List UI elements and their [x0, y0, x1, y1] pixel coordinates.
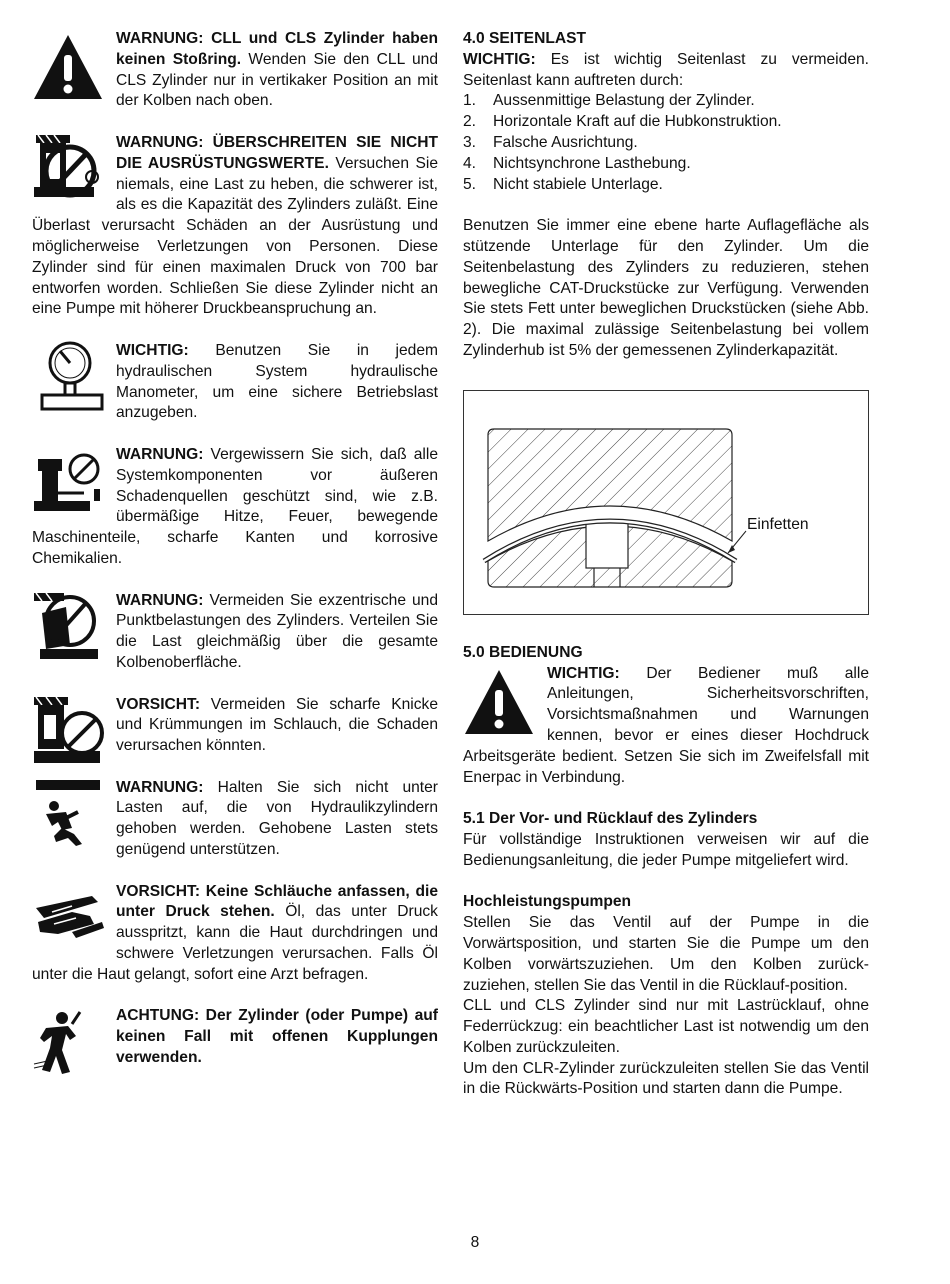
left-column: [32, 29, 438, 1076]
section-4-important-label: WICHTIG:: [463, 50, 536, 68]
warning-block-suspended-load: [32, 778, 438, 861]
warning-5-bold: WARNUNG:: [116, 591, 204, 609]
important-block-manometer: [32, 341, 438, 424]
right-column: [463, 29, 869, 1100]
pressure-gauge-icon: [32, 341, 107, 411]
high-performance-pumps-heading: Hochleistungspumpen: [463, 893, 632, 911]
hose-kink-prohibited-icon: [32, 695, 107, 765]
grease-label: Einfetten: [747, 515, 809, 533]
list-item: 3. Falsche Ausrichtung.: [463, 133, 638, 151]
warning-2-text: Versuchen Sie niemals, eine Last zu heben, die schwerer ist, als es die Kapazität des Zylinders zuläßt. Eine Überlast verursacht Schäden an der Ausrüstung und möglicherweise Verletzungen von Personen. Diese Zylinder sind für einen maximalen Druck von 700 bar entworfen worden. Schließen Sie diese Zylinder nicht an eine Pumpe mit höherer Druckbeanspruchung an.: [32, 154, 438, 318]
saddle-cross-section-diagram: [464, 391, 868, 614]
warning-block-eccentric-load: [32, 591, 438, 674]
attention-bold: ACHTUNG: Der Zylinder (oder Pumpe) auf keinen Fall mit offenen Kupplungen verwenden.: [116, 1007, 438, 1067]
pumps-paragraph-1: Stellen Sie das Ventil auf der Pumpe in die Vorwärtsposition, und starten Sie die Pumpe um den Kolben vorwärtszuziehen. Um den Kolben zurück-zuziehen, stellen Sie das Ventil in die Rücklauf-position.: [463, 914, 869, 994]
warning-7-bold: WARNUNG:: [116, 778, 204, 796]
warning-1-bold: WARNUNG: CLL und CLS Zylinder haben keinen Stoßring.: [116, 30, 438, 68]
caution-1-text: Vermeiden Sie scharfe Knicke und Krümmungen im Schlauch, die Schaden verursachen könnten.: [116, 695, 438, 755]
side-load-causes-list: [463, 91, 869, 195]
pumps-paragraph-3: Um den CLR-Zylinder zurückzuleiten stellen Sie das Ventil in die Rückwärts-Position und starten dann die Pumpe.: [463, 1059, 869, 1098]
caution-block-hose-kinks: [32, 695, 438, 757]
warning-block-damage-sources: [32, 445, 438, 570]
important-1-bold: WICHTIG:: [116, 341, 189, 359]
caution-2-text: Öl, das unter Druck ausspritzt, kann die Haut durchdringen und schwere Verletzungen verursachen. Falls Öl unter die Haut gelangt, sofort eine Arzt befragen.: [32, 903, 438, 983]
attention-block-open-couplings: [32, 1006, 438, 1068]
list-item: 2. Horizontale Kraft auf die Hubkonstruktion.: [463, 113, 782, 131]
important-1-text: Benutzen Sie in jedem hydraulischen System hydraulische Manometer, um eine sichere Betriebslast anzugeben.: [116, 341, 438, 422]
warning-4-bold: WARNUNG:: [116, 445, 204, 463]
damage-hazard-icon: [32, 445, 107, 515]
list-item: 5. Nicht stabiele Unterlage.: [463, 175, 663, 193]
electric-shock-person-icon: [32, 1006, 107, 1076]
overload-prohibited-icon: [32, 133, 107, 203]
list-item: 1. Aussenmittige Belastung der Zylinder.: [463, 92, 755, 110]
suspended-load-person-icon: [32, 778, 107, 848]
section-5-1-heading: 5.1 Der Vor- und Rücklauf des Zylinders: [463, 810, 758, 828]
warning-triangle-icon: [463, 664, 538, 734]
pressurized-hose-hand-icon: [32, 882, 107, 952]
section-5-important-block: [463, 664, 869, 789]
warning-7-text: Halten Sie sich nicht unter Lasten auf, die von Hydraulikzylindern gehoben werden. Gehobene Lasten stets genügend unterstützen.: [116, 778, 438, 859]
section-5-text: Der Bediener muß alle Anleitungen, Sicherheitsvorschriften, Vorsichtsmaßnahmen und Warnungen kennen, bevor er eines dieser Hochdruck Arbeitsgeräte bedient. Setzen Sie sich im Zweifelsfall mit Enerpac in Verbindung.: [463, 664, 869, 786]
warning-4-text: Vergewissern Sie sich, daß alle Systemkomponenten vor äußeren Schadenquellen geschützt sind, wie z.B. übermäßige Hitze, Feuer, bewegende Maschinenteile, scharfe Kanten und korrosive Chemikalien.: [32, 445, 438, 567]
caution-1-bold: VORSICHT:: [116, 695, 201, 713]
section-4-heading: 4.0 SEITENLAST: [463, 30, 587, 47]
caution-block-pressurized-hose: [32, 882, 438, 986]
warning-1-text: Wenden Sie den CLL und CLS Zylinder nur in vertikaker Position an mit der Kolben nach oben.: [116, 50, 438, 110]
section-5-heading: 5.0 BEDIENUNG: [463, 643, 583, 661]
list-item: 4. Nichtsynchrone Lasthebung.: [463, 154, 691, 172]
page-number: 8: [470, 1234, 480, 1251]
section-5-1-text: Für vollständige Instruktionen verweisen wir auf die Bedienungsanleitung, die jeder Pumpe mitgeliefert wird.: [463, 830, 869, 869]
warning-block-stossring: [32, 29, 438, 112]
section-4-paragraph: Benutzen Sie immer eine ebene harte Auflagefläche als stützende Unterlage für den Zylinder. Um die Seitenbelastung des Zylinders zu reduzieren, stehen bewegliche CAT-Druckstücke zur Verfügung. Verwenden Sie stets Fett unter beweglichen Druckstücken (siehe Abb. 2). Die maximal zulässige Seitenbelastung bei vollem Zylinderhub ist 5% der gemessenen Zylinderkapazität.: [463, 217, 869, 359]
eccentric-load-prohibited-icon: [32, 591, 107, 661]
saddle-grease-figure: [463, 390, 869, 615]
section-5-important-label: WICHTIG:: [547, 664, 620, 682]
warning-block-overload: [32, 133, 438, 320]
warning-2-bold: WARNUNG: ÜBERSCHREITEN SIE NICHT DIE AUSRÜSTUNGSWERTE.: [116, 133, 438, 172]
warning-triangle-icon: [32, 29, 107, 99]
warning-5-text: Vermeiden Sie exzentrische und Punktbelastungen des Zylinders. Verteilen Sie die Last gleichmäßig über die gesamte Kolbenoberfläche.: [116, 591, 438, 671]
pumps-paragraph-2: CLL und CLS Zylinder sind nur mit Lastrücklauf, ohne Federrückzug: ein beachtlicher Last ist notwendig um den Kolben zurückzuleiten.: [463, 997, 869, 1056]
section-4-intro: Es ist wichtig Seitenlast zu vermeiden. Seitenlast kann auftreten durch:: [463, 50, 869, 89]
caution-2-bold: VORSICHT: Keine Schläuche anfassen, die unter Druck stehen.: [116, 882, 438, 921]
